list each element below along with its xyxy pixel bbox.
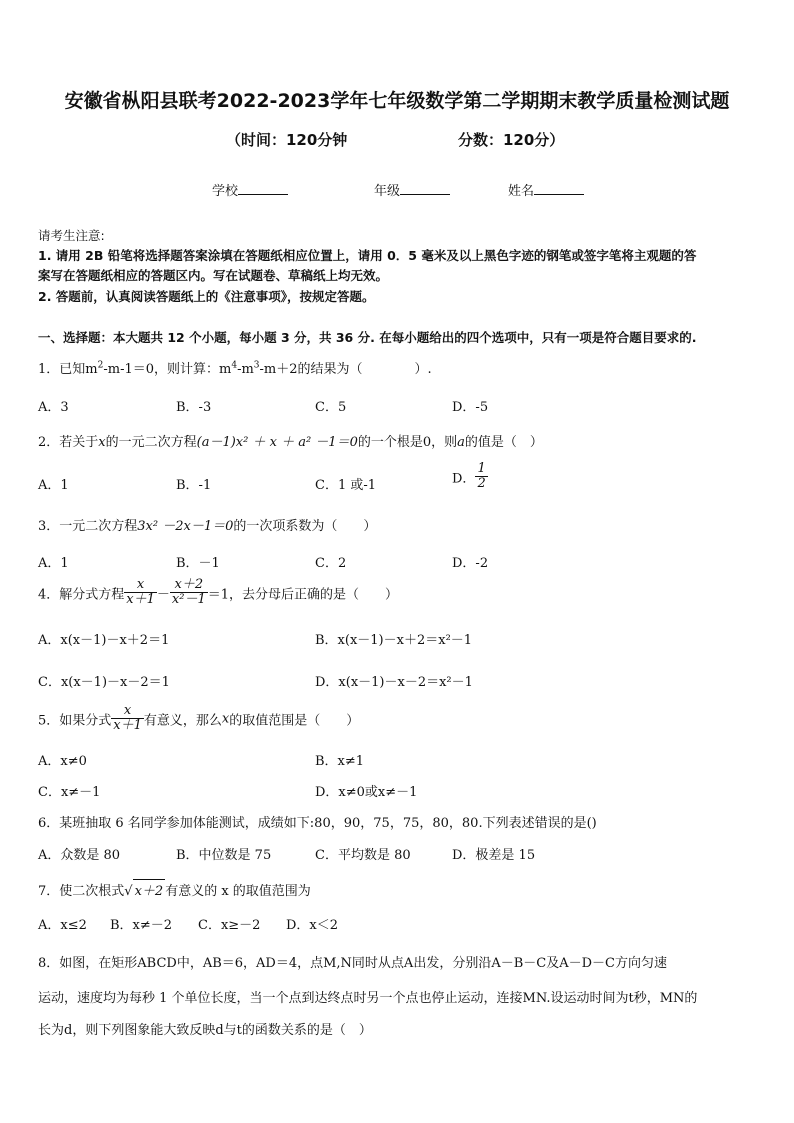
question-8-line-3: 长为d，则下列图象能大致反映d与t的函数关系的是（ ） [38,1023,372,1038]
q3-option-c[interactable]: C．2 [315,556,347,571]
q6-option-a[interactable]: A．众数是 80 [38,848,121,863]
q1-option-b[interactable]: B．-3 [176,400,212,415]
q4-option-d[interactable]: D．x(x－1)－x－2＝x²－1 [315,675,473,690]
exam-time: （时间：120分钟 [226,131,348,149]
q7-option-d[interactable]: D．x＜2 [286,918,339,933]
notice-heading: 请考生注意: [38,228,105,243]
exam-title: 安徽省枞阳县联考2022-2023学年七年级数学第二学期期末教学质量检测试题 [64,90,730,112]
name-field[interactable] [508,180,584,199]
name-label: 姓名 [508,184,535,199]
question-1: 1．已知$m^2-m-1=0$，则计算：$m^4-m^3-m+2$的结果为（ ）. [38,360,432,377]
q4-option-a[interactable]: A．x(x－1)－x＋2＝1 [38,633,170,648]
question-6: 6．某班抽取 6 名同学参加体能测试，成绩如下:80，90，75，75，80，80.下列表述错误的是() [38,816,597,831]
q6-option-d[interactable]: D．极差是 15 [452,848,536,863]
q6-option-c[interactable]: C．平均数是 80 [315,848,411,863]
q3-option-a[interactable]: A．1 [38,556,69,571]
q4-option-c[interactable]: C．x(x－1)－x－2＝1 [38,675,170,690]
q7-option-b[interactable]: B．x≠－2 [110,918,173,933]
q1-option-c[interactable]: C．5 [315,400,347,415]
notice-line-3: 2. 答题前，认真阅读答题纸上的《注意事项》，按规定答题。 [38,289,375,304]
q7-option-a[interactable]: A．x≤2 [38,918,87,933]
question-8-line-2: 运动，速度均为每秒 1 个单位长度，当一个点到达终点时另一个点也停止运动，连接MN.设运动时间为t秒，MN的 [38,991,698,1006]
q7-option-c[interactable]: C．x≥－2 [198,918,261,933]
q2-option-b[interactable]: B．-1 [176,478,212,493]
notice-line-2: 案写在答题纸相应的答题区内。写在试题卷、草稿纸上均无效。 [38,268,389,283]
grade-label: 年级 [374,184,401,199]
exam-score: 分数：120分） [458,131,565,149]
q1-option-a[interactable]: A．3 [38,400,69,415]
q2-option-c[interactable]: C．1 或-1 [315,478,377,493]
q2-option-a[interactable]: A．1 [38,478,69,493]
q1-option-d[interactable]: D．-5 [452,400,489,415]
question-5: 5．如果分式 $\frac{x}{x+1}$ 有意义，那么x的取值范围是（ ） [38,703,360,734]
q4-option-b[interactable]: B．x(x－1)－x＋2＝x²－1 [315,633,473,648]
question-7: 7．使二次根式√ x＋2 有意义的 x 的取值范围为 [38,879,311,899]
question-8-line-1: 8．如图，在矩形ABCD中，AB＝6，AD＝4，点M,N同时从点A出发，分别沿A－B－C及A－D－C方向匀速 [38,956,667,971]
school-label: 学校 [212,184,239,199]
question-4: 4．解分式方程 $\frac{x}{x+1}$ － $\frac{x+2}{\text{x²－1}}$ ＝1，去分母后正确的是（ ） [38,577,399,608]
q5-option-d[interactable]: D．x≠0或x≠－1 [315,785,418,800]
q2-option-d[interactable]: D． $\frac{1}{2}$ [452,461,486,492]
q3-option-d[interactable]: D．-2 [452,556,489,571]
q5-option-c[interactable]: C．x≠－1 [38,785,101,800]
section-heading: 一、选择题：本大题共 12 个小题，每小题 3 分，共 36 分. 在每小题给出的四个选项中，只有一项是符合题目要求的. [38,330,697,345]
q6-option-b[interactable]: B．中位数是 75 [176,848,272,863]
question-2: 2．若关于x的一元二次方程(a－1)x² ＋ x ＋ a² －1＝0的一个根是0，则a的值是（ ） [38,435,543,450]
question-3: 3．一元二次方程3x² －2x－1＝0的一次项系数为（ ） [38,519,377,534]
q5-option-b[interactable]: B．x≠1 [315,754,365,769]
q3-option-b[interactable]: B．－1 [176,556,220,571]
school-field[interactable] [212,180,288,199]
q5-option-a[interactable]: A．x≠0 [38,754,87,769]
grade-field[interactable] [374,180,450,199]
notice-line-1: 1. 请用 2B 铅笔将选择题答案涂填在答题纸相应位置上，请用 0．5 毫米及以上黑色字迹的钢笔或签字笔将主观题的答 [38,248,697,263]
